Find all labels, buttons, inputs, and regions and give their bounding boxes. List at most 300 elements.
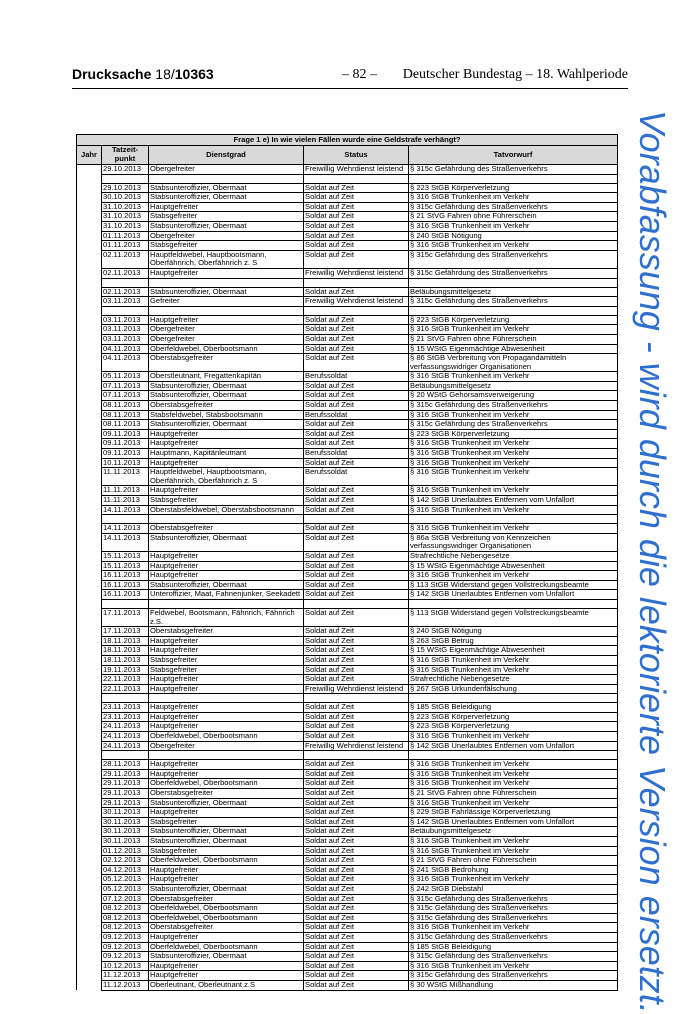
date-cell: 23.11.2013 bbox=[102, 703, 149, 713]
year-cell bbox=[77, 496, 102, 506]
table-row bbox=[77, 952, 618, 962]
status-cell: Freiwillig Wehrdienst leistend bbox=[304, 741, 409, 751]
rank-cell: Oberstabsgefreiter bbox=[149, 524, 304, 534]
table-row bbox=[77, 315, 618, 325]
table-row bbox=[77, 439, 618, 449]
rank-cell: Stabsunteroffizier, Obermaat bbox=[149, 287, 304, 297]
year-cell bbox=[77, 817, 102, 827]
status-cell: Soldat auf Zeit bbox=[304, 344, 409, 354]
rank-cell: Hauptgefreiter bbox=[149, 486, 304, 496]
table-row bbox=[77, 980, 618, 990]
rank-cell bbox=[149, 694, 304, 703]
year-cell bbox=[77, 636, 102, 646]
rank-cell: Hauptgefreiter bbox=[149, 932, 304, 942]
date-cell bbox=[102, 751, 149, 760]
status-cell: Soldat auf Zeit bbox=[304, 486, 409, 496]
table-row bbox=[77, 212, 618, 222]
offence-cell: Betäubungsmittelgesetz bbox=[409, 827, 618, 837]
table-row bbox=[77, 524, 618, 534]
offence-cell: § 242 StGB Diebstahl bbox=[409, 884, 618, 894]
rank-cell: Oberfeldwebel, Oberbootsmann bbox=[149, 856, 304, 866]
date-cell: 09.11.2013 bbox=[102, 439, 149, 449]
offence-cell: § 223 StGB Körperverletzung bbox=[409, 315, 618, 325]
offence-cell: § 316 StGB Trunkenheit im Verkehr bbox=[409, 458, 618, 468]
date-cell bbox=[102, 306, 149, 315]
rank-cell: Oberstleutnant, Fregattenkapitän bbox=[149, 372, 304, 382]
status-cell bbox=[304, 751, 409, 760]
date-cell: 29.10.2013 bbox=[102, 183, 149, 193]
table-row bbox=[77, 202, 618, 212]
year-cell bbox=[77, 354, 102, 372]
status-cell: Soldat auf Zeit bbox=[304, 732, 409, 742]
date-cell: 03.11.2013 bbox=[102, 297, 149, 307]
table-row bbox=[77, 932, 618, 942]
date-cell: 30.11.2013 bbox=[102, 827, 149, 837]
offence-cell: § 316 StGB Trunkenheit im Verkehr bbox=[409, 468, 618, 486]
table-row bbox=[77, 354, 618, 372]
offence-cell: § 315c Gefährdung des Straßenverkehrs bbox=[409, 894, 618, 904]
year-cell bbox=[77, 694, 102, 703]
offence-cell: § 223 StGB Körperverletzung bbox=[409, 712, 618, 722]
offence-cell: § 316 StGB Trunkenheit im Verkehr bbox=[409, 846, 618, 856]
year-cell bbox=[77, 712, 102, 722]
offence-cell: § 240 StGB Nötigung bbox=[409, 231, 618, 241]
table-spacer-row bbox=[77, 751, 618, 760]
status-cell: Soldat auf Zeit bbox=[304, 971, 409, 981]
status-cell: Soldat auf Zeit bbox=[304, 837, 409, 847]
rank-cell: Oberstabsgefreiter bbox=[149, 627, 304, 637]
col-header-time: Tatzeit-punkt bbox=[102, 146, 149, 165]
table-spacer-row bbox=[77, 174, 618, 183]
year-cell bbox=[77, 533, 102, 551]
table-row bbox=[77, 665, 618, 675]
year-cell bbox=[77, 923, 102, 933]
rank-cell bbox=[149, 306, 304, 315]
table-spacer-row bbox=[77, 599, 618, 608]
rank-cell: Stabsunteroffizier, Obermaat bbox=[149, 533, 304, 551]
rank-cell bbox=[149, 278, 304, 287]
status-cell: Soldat auf Zeit bbox=[304, 646, 409, 656]
status-cell: Freiwillig Wehrdienst leistend bbox=[304, 268, 409, 278]
rank-cell: Hauptgefreiter bbox=[149, 769, 304, 779]
status-cell: Soldat auf Zeit bbox=[304, 875, 409, 885]
status-cell: Soldat auf Zeit bbox=[304, 496, 409, 506]
rank-cell: Hauptgefreiter bbox=[149, 961, 304, 971]
year-cell bbox=[77, 297, 102, 307]
date-cell: 09.12.2013 bbox=[102, 942, 149, 952]
rank-cell: Hauptgefreiter bbox=[149, 571, 304, 581]
year-cell bbox=[77, 561, 102, 571]
date-cell bbox=[102, 278, 149, 287]
status-cell: Soldat auf Zeit bbox=[304, 675, 409, 685]
date-cell: 14.11.2013 bbox=[102, 524, 149, 534]
date-cell: 08.12.2013 bbox=[102, 904, 149, 914]
date-cell: 29.11.2013 bbox=[102, 798, 149, 808]
table-row bbox=[77, 808, 618, 818]
offence-cell: § 185 StGB Beleidigung bbox=[409, 703, 618, 713]
year-cell bbox=[77, 551, 102, 561]
table-row bbox=[77, 429, 618, 439]
year-cell bbox=[77, 789, 102, 799]
status-cell: Freiwillig Wehrdienst leistend bbox=[304, 165, 409, 175]
table-spacer-row bbox=[77, 306, 618, 315]
rank-cell: Oberstabsfeldwebel, Oberstabsbootsmann bbox=[149, 505, 304, 515]
rank-cell: Oberfeldwebel, Oberbootsmann bbox=[149, 344, 304, 354]
status-cell: Soldat auf Zeit bbox=[304, 798, 409, 808]
rank-cell: Feldwebel, Bootsmann, Fähnrich, Fähnrich z.S. bbox=[149, 608, 304, 626]
date-cell: 17.11.2013 bbox=[102, 608, 149, 626]
table-body bbox=[77, 165, 618, 991]
date-cell: 07.11.2013 bbox=[102, 391, 149, 401]
date-cell: 19.11.2013 bbox=[102, 665, 149, 675]
offence-cell bbox=[409, 751, 618, 760]
rank-cell: Hauptgefreiter bbox=[149, 865, 304, 875]
offence-cell: § 316 StGB Trunkenheit im Verkehr bbox=[409, 923, 618, 933]
table-row bbox=[77, 913, 618, 923]
table-row bbox=[77, 769, 618, 779]
offence-cell: § 316 StGB Trunkenheit im Verkehr bbox=[409, 798, 618, 808]
year-cell bbox=[77, 250, 102, 268]
year-cell bbox=[77, 590, 102, 600]
rank-cell: Oberfeldwebel, Oberbootsmann bbox=[149, 779, 304, 789]
date-cell: 04.11.2013 bbox=[102, 354, 149, 372]
rank-cell: Stabsgefreiter bbox=[149, 665, 304, 675]
rank-cell bbox=[149, 174, 304, 183]
date-cell: 03.11.2013 bbox=[102, 334, 149, 344]
offence-cell: Strafrechtliche Nebengesetze bbox=[409, 551, 618, 561]
status-cell: Soldat auf Zeit bbox=[304, 524, 409, 534]
offence-cell bbox=[409, 306, 618, 315]
table-row bbox=[77, 334, 618, 344]
status-cell: Soldat auf Zeit bbox=[304, 533, 409, 551]
rank-cell: Hauptgefreiter bbox=[149, 315, 304, 325]
date-cell: 18.11.2013 bbox=[102, 636, 149, 646]
offence-cell: § 86a StGB Verbreitung von Kennzeichen verfassungswidriger Organisationen bbox=[409, 533, 618, 551]
status-cell: Soldat auf Zeit bbox=[304, 789, 409, 799]
date-cell: 29.11.2013 bbox=[102, 769, 149, 779]
rank-cell: Hauptgefreiter bbox=[149, 636, 304, 646]
table-row bbox=[77, 372, 618, 382]
col-header-offence: Tatvorwurf bbox=[409, 146, 618, 165]
date-cell: 30.11.2013 bbox=[102, 808, 149, 818]
table-row bbox=[77, 590, 618, 600]
offence-cell: § 113 StGB Widerstand gegen Vollstreckungsbeamte bbox=[409, 580, 618, 590]
table-row bbox=[77, 193, 618, 203]
status-cell: Soldat auf Zeit bbox=[304, 334, 409, 344]
table-row bbox=[77, 779, 618, 789]
rank-cell: Hauptgefreiter bbox=[149, 722, 304, 732]
year-cell bbox=[77, 703, 102, 713]
watermark-text: Vorabfassung - wird durch die lektorierte Version ersetzt. bbox=[632, 110, 673, 1014]
offence-cell bbox=[409, 174, 618, 183]
year-cell bbox=[77, 904, 102, 914]
date-cell: 08.12.2013 bbox=[102, 923, 149, 933]
date-cell: 11.11.2013 bbox=[102, 496, 149, 506]
date-cell: 02.12.2013 bbox=[102, 856, 149, 866]
status-cell: Soldat auf Zeit bbox=[304, 315, 409, 325]
year-cell bbox=[77, 760, 102, 770]
table-row bbox=[77, 971, 618, 981]
table-row bbox=[77, 580, 618, 590]
status-cell bbox=[304, 174, 409, 183]
date-cell: 02.11.2013 bbox=[102, 287, 149, 297]
year-cell bbox=[77, 202, 102, 212]
page-header bbox=[72, 66, 628, 86]
offence-cell: § 142 StGB Unerlaubtes Entfernen vom Unfallort bbox=[409, 590, 618, 600]
table-row bbox=[77, 268, 618, 278]
offence-cell bbox=[409, 278, 618, 287]
date-cell: 24.11.2013 bbox=[102, 741, 149, 751]
offence-cell bbox=[409, 694, 618, 703]
year-cell bbox=[77, 599, 102, 608]
year-cell bbox=[77, 571, 102, 581]
status-cell: Soldat auf Zeit bbox=[304, 458, 409, 468]
table-row bbox=[77, 884, 618, 894]
date-cell: 03.11.2013 bbox=[102, 315, 149, 325]
table-row bbox=[77, 655, 618, 665]
year-cell bbox=[77, 684, 102, 694]
year-cell bbox=[77, 410, 102, 420]
status-cell: Berufssoldat bbox=[304, 449, 409, 459]
date-cell: 08.11.2013 bbox=[102, 401, 149, 411]
header-rule bbox=[72, 88, 628, 89]
table-row bbox=[77, 627, 618, 637]
status-cell: Soldat auf Zeit bbox=[304, 769, 409, 779]
year-cell bbox=[77, 515, 102, 524]
table-row bbox=[77, 636, 618, 646]
date-cell: 16.11.2013 bbox=[102, 580, 149, 590]
status-cell: Berufssoldat bbox=[304, 372, 409, 382]
rank-cell: Hauptgefreiter bbox=[149, 561, 304, 571]
status-cell: Berufssoldat bbox=[304, 468, 409, 486]
table-row bbox=[77, 410, 618, 420]
status-cell bbox=[304, 694, 409, 703]
rank-cell: Hauptgefreiter bbox=[149, 703, 304, 713]
year-cell bbox=[77, 439, 102, 449]
date-cell: 01.12.2013 bbox=[102, 846, 149, 856]
status-cell: Soldat auf Zeit bbox=[304, 665, 409, 675]
date-cell: 01.11.2013 bbox=[102, 231, 149, 241]
year-cell bbox=[77, 287, 102, 297]
offence-cell: § 142 StGB Unerlaubtes Entfernen vom Unfallort bbox=[409, 741, 618, 751]
year-cell bbox=[77, 449, 102, 459]
rank-cell: Stabsunteroffizier, Obermaat bbox=[149, 391, 304, 401]
rank-cell: Stabsunteroffizier, Obermaat bbox=[149, 827, 304, 837]
offence-cell: § 315c Gefährdung des Straßenverkehrs bbox=[409, 932, 618, 942]
offence-cell: § 316 StGB Trunkenheit im Verkehr bbox=[409, 193, 618, 203]
status-cell: Soldat auf Zeit bbox=[304, 571, 409, 581]
status-cell: Soldat auf Zeit bbox=[304, 904, 409, 914]
date-cell: 30.11.2013 bbox=[102, 817, 149, 827]
rank-cell: Oberstabsgefreiter bbox=[149, 354, 304, 372]
date-cell: 16.11.2013 bbox=[102, 590, 149, 600]
rank-cell: Oberstabsgefreiter bbox=[149, 401, 304, 411]
year-cell bbox=[77, 722, 102, 732]
date-cell: 07.12.2013 bbox=[102, 894, 149, 904]
offence-cell bbox=[409, 515, 618, 524]
year-cell bbox=[77, 344, 102, 354]
table-row bbox=[77, 486, 618, 496]
offence-cell: § 113 StGB Widerstand gegen Vollstreckungsbeamte bbox=[409, 608, 618, 626]
rank-cell: Hauptgefreiter bbox=[149, 439, 304, 449]
rank-cell: Oberstabsgefreiter bbox=[149, 894, 304, 904]
offence-cell: § 21 StVG Fahren ohne Führerschein bbox=[409, 334, 618, 344]
rank-cell: Oberfeldwebel, Oberbootsmann bbox=[149, 942, 304, 952]
year-cell bbox=[77, 334, 102, 344]
table-row bbox=[77, 250, 618, 268]
rank-cell: Obergefreiter bbox=[149, 741, 304, 751]
date-cell: 10.11.2013 bbox=[102, 458, 149, 468]
offence-cell: § 316 StGB Trunkenheit im Verkehr bbox=[409, 875, 618, 885]
date-cell bbox=[102, 599, 149, 608]
date-cell: 14.11.2013 bbox=[102, 505, 149, 515]
date-cell: 10.12.2013 bbox=[102, 961, 149, 971]
rank-cell: Hauptgefreiter bbox=[149, 760, 304, 770]
table-row bbox=[77, 165, 618, 175]
status-cell: Soldat auf Zeit bbox=[304, 913, 409, 923]
offence-cell: § 267 StGB Urkundenfälschung bbox=[409, 684, 618, 694]
date-cell: 04.12.2013 bbox=[102, 865, 149, 875]
offence-cell: § 263 StGB Betrug bbox=[409, 636, 618, 646]
table-row bbox=[77, 894, 618, 904]
table-question: Frage 1 e) In wie vielen Fällen wurde eine Geldstrafe verhängt? bbox=[77, 135, 618, 146]
status-cell: Soldat auf Zeit bbox=[304, 287, 409, 297]
status-cell: Soldat auf Zeit bbox=[304, 760, 409, 770]
offence-cell: § 316 StGB Trunkenheit im Verkehr bbox=[409, 221, 618, 231]
year-cell bbox=[77, 306, 102, 315]
rank-cell: Obergefreiter bbox=[149, 165, 304, 175]
date-cell: 11.12.2013 bbox=[102, 971, 149, 981]
date-cell bbox=[102, 515, 149, 524]
offence-cell: § 315c Gefährdung des Straßenverkehrs bbox=[409, 971, 618, 981]
offence-cell: § 315c Gefährdung des Straßenverkehrs bbox=[409, 904, 618, 914]
status-cell: Soldat auf Zeit bbox=[304, 391, 409, 401]
date-cell: 22.11.2013 bbox=[102, 684, 149, 694]
date-cell: 08.12.2013 bbox=[102, 913, 149, 923]
table-row bbox=[77, 942, 618, 952]
date-cell: 09.12.2013 bbox=[102, 932, 149, 942]
rank-cell: Stabsgefreiter bbox=[149, 817, 304, 827]
offence-cell: § 315c Gefährdung des Straßenverkehrs bbox=[409, 952, 618, 962]
date-cell: 18.11.2013 bbox=[102, 646, 149, 656]
table-row bbox=[77, 458, 618, 468]
year-cell bbox=[77, 627, 102, 637]
status-cell: Soldat auf Zeit bbox=[304, 250, 409, 268]
year-cell bbox=[77, 675, 102, 685]
offence-cell: § 15 WStG Eigenmächtige Abwesenheit bbox=[409, 646, 618, 656]
date-cell: 11.12.2013 bbox=[102, 980, 149, 990]
doc-number-prefix: 18/ bbox=[155, 66, 175, 82]
date-cell: 24.11.2013 bbox=[102, 732, 149, 742]
offence-cell: § 315c Gefährdung des Straßenverkehrs bbox=[409, 165, 618, 175]
year-cell bbox=[77, 751, 102, 760]
table-row bbox=[77, 865, 618, 875]
offence-cell: § 316 StGB Trunkenheit im Verkehr bbox=[409, 760, 618, 770]
col-header-rank: Dienstgrad bbox=[149, 146, 304, 165]
status-cell bbox=[304, 278, 409, 287]
year-cell bbox=[77, 741, 102, 751]
date-cell: 29.11.2013 bbox=[102, 779, 149, 789]
offence-cell: § 315c Gefährdung des Straßenverkehrs bbox=[409, 420, 618, 430]
date-cell: 01.11.2013 bbox=[102, 241, 149, 251]
rank-cell: Oberfeldwebel, Oberbootsmann bbox=[149, 732, 304, 742]
year-cell bbox=[77, 865, 102, 875]
status-cell: Soldat auf Zeit bbox=[304, 923, 409, 933]
year-cell bbox=[77, 381, 102, 391]
year-cell bbox=[77, 429, 102, 439]
status-cell: Soldat auf Zeit bbox=[304, 241, 409, 251]
rank-cell: Hauptgefreiter bbox=[149, 875, 304, 885]
year-cell bbox=[77, 837, 102, 847]
offence-cell: § 223 StGB Körperverletzung bbox=[409, 722, 618, 732]
offence-cell: § 229 StGB Fahrlässige Körperverletzung bbox=[409, 808, 618, 818]
status-cell: Freiwillig Wehrdienst leistend bbox=[304, 297, 409, 307]
date-cell bbox=[102, 174, 149, 183]
table-row bbox=[77, 741, 618, 751]
rank-cell: Oberstabsgefreiter bbox=[149, 923, 304, 933]
rank-cell: Hauptgefreiter bbox=[149, 268, 304, 278]
table-row bbox=[77, 712, 618, 722]
rank-cell bbox=[149, 515, 304, 524]
status-cell: Freiwillig Wehrdienst leistend bbox=[304, 684, 409, 694]
year-cell bbox=[77, 942, 102, 952]
rank-cell: Obergefreiter bbox=[149, 325, 304, 335]
table-row bbox=[77, 846, 618, 856]
table-row bbox=[77, 287, 618, 297]
rank-cell: Hauptgefreiter bbox=[149, 808, 304, 818]
status-cell: Soldat auf Zeit bbox=[304, 212, 409, 222]
offence-cell: § 20 WStG Gehorsamsverweigerung bbox=[409, 391, 618, 401]
table-row bbox=[77, 297, 618, 307]
offence-cell: § 316 StGB Trunkenheit im Verkehr bbox=[409, 524, 618, 534]
rank-cell: Stabsunteroffizier, Obermaat bbox=[149, 798, 304, 808]
col-header-status: Status bbox=[304, 146, 409, 165]
date-cell: 22.11.2013 bbox=[102, 675, 149, 685]
year-cell bbox=[77, 486, 102, 496]
status-cell: Soldat auf Zeit bbox=[304, 627, 409, 637]
offence-cell: § 315c Gefährdung des Straßenverkehrs bbox=[409, 297, 618, 307]
offence-cell: Strafrechtliche Nebengesetze bbox=[409, 675, 618, 685]
table-row bbox=[77, 571, 618, 581]
offence-cell: § 15 WStG Eigenmächtige Abwesenheit bbox=[409, 561, 618, 571]
table-row bbox=[77, 221, 618, 231]
date-cell: 05.11.2013 bbox=[102, 372, 149, 382]
table-row bbox=[77, 789, 618, 799]
offence-cell: § 315c Gefährdung des Straßenverkehrs bbox=[409, 913, 618, 923]
offence-cell: § 21 StVG Fahren ohne Führerschein bbox=[409, 789, 618, 799]
offence-cell: § 315c Gefährdung des Straßenverkehrs bbox=[409, 268, 618, 278]
table-row bbox=[77, 391, 618, 401]
date-cell: 28.11.2013 bbox=[102, 760, 149, 770]
offence-cell: § 15 WStG Eigenmächtige Abwesenheit bbox=[409, 344, 618, 354]
date-cell: 18.11.2013 bbox=[102, 655, 149, 665]
table-spacer-row bbox=[77, 694, 618, 703]
status-cell: Soldat auf Zeit bbox=[304, 894, 409, 904]
date-cell: 24.11.2013 bbox=[102, 722, 149, 732]
rank-cell: Oberfeldwebel, Oberbootsmann bbox=[149, 913, 304, 923]
rank-cell: Stabsgefreiter bbox=[149, 655, 304, 665]
year-cell bbox=[77, 468, 102, 486]
year-cell bbox=[77, 913, 102, 923]
status-cell: Soldat auf Zeit bbox=[304, 231, 409, 241]
table-row bbox=[77, 241, 618, 251]
status-cell: Soldat auf Zeit bbox=[304, 827, 409, 837]
year-cell bbox=[77, 420, 102, 430]
year-cell bbox=[77, 278, 102, 287]
offence-cell: § 223 StGB Körperverletzung bbox=[409, 429, 618, 439]
rank-cell: Stabsunteroffizier, Obermaat bbox=[149, 884, 304, 894]
status-cell: Soldat auf Zeit bbox=[304, 429, 409, 439]
